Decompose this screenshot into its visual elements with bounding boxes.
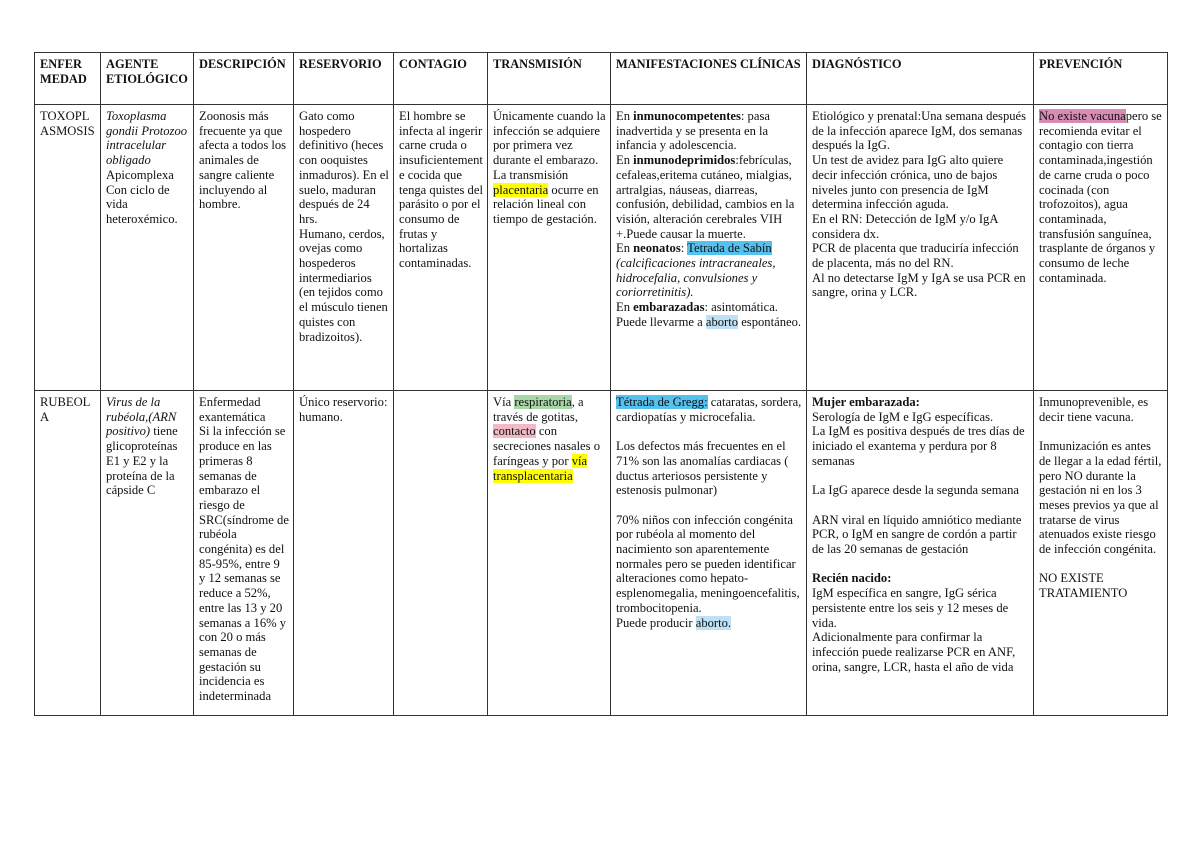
clinical-line — [616, 616, 802, 631]
text-span: pero se recomienda evitar el contagio con tierra contaminada,ingestión de carne cruda o poco cocinada (con trofozoitos), agua contaminada, transfusión sanguínea, trasplante de órganos y consumo de leche contaminada. — [1039, 109, 1162, 285]
spacer — [616, 424, 802, 439]
prevention-line: Inmunización es antes de llegar a la edad fértil, pero NO durante la gestación ni en los 3 meses previos ya que al tratarse de virus atenuados existe riesgo de infección congénita. — [1039, 439, 1162, 557]
diagnosis-line: En el RN: Detección de IgM y/o IgA considera dx. — [812, 211, 998, 241]
header-enfermedad: ENFER MEDAD — [35, 53, 101, 105]
diagnosis-cell — [807, 105, 1034, 391]
spacer — [812, 469, 1029, 484]
bold-term: embarazadas — [633, 300, 705, 315]
table-row-rubeola — [35, 391, 1168, 716]
text-span: En — [616, 241, 630, 256]
highlight-tetrada-gregg: Tétrada de Gregg: — [616, 395, 708, 409]
disease-name: TOXOPLASMOSIS — [35, 105, 101, 391]
header-reservorio: RESERVORIO — [294, 53, 394, 105]
reservoir-cell: Único reservorio: humano. — [294, 391, 394, 716]
prevention-line: Inmunoprevenible, es decir tiene vacuna. — [1039, 395, 1149, 424]
contagion-cell: El hombre se infecta al ingerir carne cruda o insuficientemente cocida que tenga quistes del parásito o por el consumo de frutas y hortalizas contaminadas. — [394, 105, 488, 391]
diagnosis-line: ARN viral en líquido amniótico mediante PCR, o IgM en sangre de cordón a partir de las 20 semanas de gestación — [812, 512, 1022, 556]
clinical-line — [616, 300, 802, 329]
text-span: Vía — [493, 395, 512, 409]
text-span: :febrículas, cefaleas,eritema cutáneo, mialgias, artralgias, náuseas, diarreas, confusión, debilidad, cambios en la visión, alteración cerebrales VIH +.Puede causar la muerte. — [616, 153, 795, 241]
diagnosis-line: Un test de avidez para IgG alto quiere decir infección crónica, uno de bajos niveles junto con presencia de IgM determina infección aguda. — [812, 153, 1004, 212]
spacer — [616, 498, 802, 513]
bold-term: inmunocompetentes — [633, 109, 741, 123]
disease-name: RUBEOLA — [35, 391, 101, 716]
highlight-contacto: contacto — [493, 424, 536, 439]
description-cell: Zoonosis más frecuente ya que afecta a todos los animales de sangre caliente incluyendo al hombre. — [194, 105, 294, 391]
spacer — [812, 557, 1029, 572]
header-diagnostico: DIAGNÓSTICO — [807, 53, 1034, 105]
agent-text: tiene glicoproteínas E1 y E2 y la proteína de la cápside C — [106, 424, 178, 498]
header-agente: AGENTE ETIOLÓGICO — [101, 53, 194, 105]
transmission-line: Únicamente cuando la infección se adquiere por primera vez durante el embarazo. — [493, 109, 606, 168]
clinical-line — [616, 241, 802, 300]
text-span: , a través de gotitas, — [493, 395, 584, 424]
highlight-aborto: aborto. — [695, 615, 732, 630]
text-span: : — [680, 241, 685, 256]
spacer — [1039, 424, 1163, 439]
highlight-no-vacuna: No existe vacuna — [1039, 109, 1126, 123]
diagnosis-cell — [807, 391, 1034, 716]
text-span: : pasa inadvertida y se presenta en la infancia y adolescencia. — [616, 109, 770, 153]
transmission-cell — [488, 391, 611, 716]
description-line: Si la infección se produce en las primeras 8 semanas de embarazo el riesgo de SRC(síndrome de rubéola congénita) es del 85-95%, entre 9 y 12 semanas se reduce a 52%, entre las 13 y 20 semanas a 16% y con 20 o más semanas de gestación su incidencia es indeterminada — [199, 424, 289, 704]
transmission-cell — [488, 105, 611, 391]
text-span: : asintomática. Puede llevarme a — [616, 300, 778, 329]
diagnosis-line: La IgG aparece desde la segunda semana — [812, 483, 1019, 498]
text-span: En — [616, 153, 630, 168]
transmission-line — [493, 168, 606, 227]
header-transmision: TRANSMISIÓN — [488, 53, 611, 105]
diagnosis-line: Serología de IgM e IgG específicas. — [812, 409, 994, 424]
spacer — [1039, 557, 1163, 572]
text-span: En — [616, 300, 630, 315]
diagnosis-line: PCR de placenta que traduciría infección de placenta, más no del RN. — [812, 241, 1019, 271]
spacer — [812, 498, 1029, 513]
bold-term: inmunodeprimidos — [633, 153, 736, 168]
diagnosis-heading: Recién nacido: — [812, 571, 892, 586]
diagnosis-heading: Mujer embarazada: — [812, 395, 920, 409]
description-line: Enfermedad exantemática — [199, 395, 266, 424]
diagnosis-line: La IgM es positiva después de tres días de iniciado el exantema y perdura por 8 semanas — [812, 424, 1025, 468]
text-span: ocurre en relación lineal con tiempo de gestación. — [493, 182, 599, 226]
reservoir-cell — [294, 105, 394, 391]
diagnosis-line: IgM específica en sangre, IgG sérica persistente entre los seis y 12 meses de vida. — [812, 586, 1009, 630]
table-row-toxoplasmosis — [35, 105, 1168, 391]
highlight-tetrada-sabin: Tetrada de Sabín — [687, 241, 772, 256]
reservoir-line: Gato como hospedero definitivo (heces con ooquistes inmaduros). En el suelo, maduran después de 24 hrs. — [299, 109, 389, 226]
disease-table — [34, 52, 1168, 716]
diagnosis-line: Al no detectarse IgM y IgA se usa PCR en sangre, orina y LCR. — [812, 270, 1026, 300]
clinical-line: Los defectos más frecuentes en el 71% son las anomalías cardiacas ( ductus arteriosos persistente y estenosis pulmonar) — [616, 439, 789, 498]
highlight-placentaria: placentaria — [493, 182, 549, 197]
text-span: cataratas, sordera, cardiopatías y microcefalia. — [616, 395, 802, 424]
diagnosis-line: Etiológico y prenatal:Una semana después de la infección aparece IgM, dos semanas después la IgG. — [812, 109, 1027, 153]
diagnosis-line: Adicionalmente para confirmar la infección puede realizarse PCR en ANF, orina, sangre, LCR, hasta el año de vida — [812, 630, 1016, 674]
agent-italic: Virus de la rubéola,(ARN positivo) — [106, 395, 177, 439]
text-span: con secreciones nasales o faríngeas y por — [493, 424, 600, 468]
agent-italic: Toxoplasma gondii Protozoo intracelular obligado — [106, 109, 188, 168]
text-span: espontáneo. — [741, 314, 802, 329]
header-descripcion: DESCRIPCIÓN — [194, 53, 294, 105]
header-prevencion: PREVENCIÓN — [1034, 53, 1168, 105]
header-contagio: CONTAGIO — [394, 53, 488, 105]
text-span: En — [616, 109, 630, 123]
prevention-line: NO EXISTE TRATAMIENTO — [1039, 571, 1128, 601]
highlight-respiratoria: respiratoria — [514, 395, 572, 409]
header-manifestaciones: MANIFESTACIONES CLÍNICAS — [611, 53, 807, 105]
agent-cell — [101, 391, 194, 716]
italic-text: (calcificaciones intracraneales, hidrocefalia, convulsiones y coriorretinitis). — [616, 256, 776, 300]
clinical-line — [616, 109, 802, 153]
agent-cell — [101, 105, 194, 391]
prevention-cell — [1034, 105, 1168, 391]
agent-text: Apicomplexa Con ciclo de vida heteroxémico. — [106, 167, 178, 226]
clinical-line — [616, 395, 802, 424]
contagion-cell — [394, 391, 488, 716]
prevention-cell — [1034, 391, 1168, 716]
description-cell — [194, 391, 294, 716]
text-span: Puede producir — [616, 615, 693, 630]
highlight-transplacentaria: vía transplacentaria — [493, 453, 588, 483]
clinical-cell — [611, 391, 807, 716]
header-row — [35, 53, 1168, 105]
bold-term: neonatos — [633, 241, 681, 256]
highlight-aborto: aborto — [705, 314, 739, 329]
clinical-cell — [611, 105, 807, 391]
text-span: La transmisión — [493, 167, 569, 182]
clinical-line — [616, 153, 802, 241]
reservoir-line: Humano, cerdos, ovejas como hospederos intermediarios (en tejidos como el músculo tienen quistes con bradizoitos). — [299, 226, 388, 344]
clinical-line: 70% niños con infección congénita por rubéola al momento del nacimiento son aparentemente normales pero se pueden identificar alteraciones como hepato-esplenomegalia, meningoencefalitis, trombocitopenia. — [616, 512, 800, 615]
